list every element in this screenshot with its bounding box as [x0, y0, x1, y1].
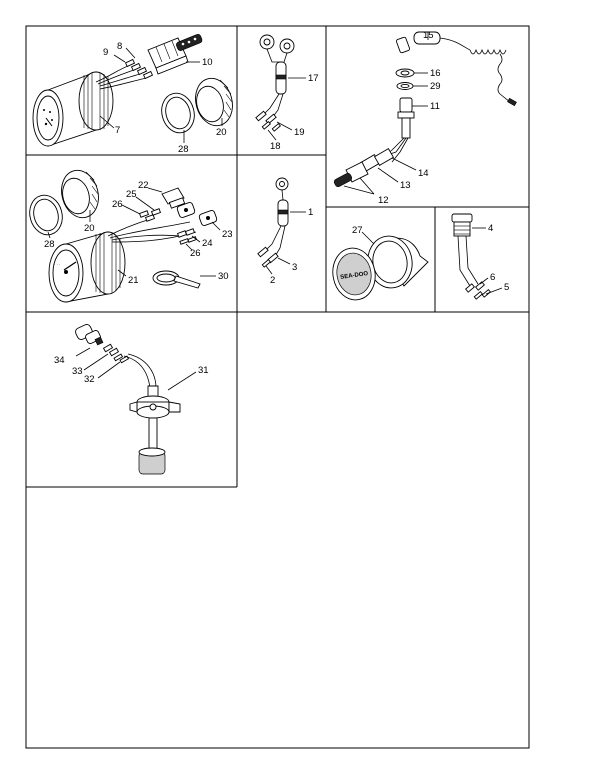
callout-2: 2: [270, 275, 276, 286]
connector-23: [176, 202, 217, 227]
callout-20-lower: 20: [84, 223, 95, 234]
terminals-24-26: [178, 229, 197, 244]
callout-8: 8: [117, 41, 123, 52]
panel-fuel-sender-31: [54, 323, 209, 474]
callout-34: 34: [54, 355, 65, 366]
terminals-26-upper: [140, 209, 161, 221]
sheet-border: [26, 26, 529, 748]
o-ring-29: [397, 83, 413, 90]
callout-32: 32: [84, 374, 95, 385]
callout-1: 1: [308, 207, 314, 218]
callout-17: 17: [308, 73, 319, 84]
callout-28-lower: 28: [44, 239, 55, 250]
callout-12: 12: [378, 195, 389, 206]
panel-sensor-17: [256, 35, 319, 152]
callout-33: 33: [72, 366, 83, 377]
callout-26-upper: 26: [112, 199, 123, 210]
callout-13: 13: [400, 180, 411, 191]
callout-3: 3: [292, 262, 298, 273]
callout-4: 4: [488, 223, 494, 234]
bezel-logo-text: SEA-DOO: [339, 271, 369, 281]
nut-20-lower: [56, 166, 103, 222]
gauge-21: [49, 232, 125, 302]
panel-gauge-21: [25, 166, 232, 302]
panel-sensor-4: [452, 214, 509, 299]
seal-12: [333, 172, 353, 188]
terminals-32-33: [104, 344, 129, 362]
callout-18: 18: [270, 141, 281, 152]
wire-harness-21: [108, 218, 196, 242]
callout-15: 15: [423, 30, 434, 41]
fuel-sender-31: [124, 354, 180, 474]
callout-11: 11: [430, 101, 440, 112]
gasket-28: [157, 90, 198, 137]
nut-20: [190, 74, 237, 130]
callout-9: 9: [103, 47, 109, 58]
callout-31: 31: [198, 365, 209, 376]
callout-19: 19: [294, 127, 305, 138]
svg-text:· · ·: · · ·: [54, 262, 61, 267]
callout-22: 22: [138, 180, 149, 191]
callout-29: 29: [430, 81, 441, 92]
tie-wrap-30: [153, 271, 200, 288]
callout-10: 10: [202, 57, 213, 68]
washer-16: [396, 69, 414, 77]
sensor-1: [264, 178, 288, 258]
panel-frames: [26, 26, 529, 748]
callout-23: 23: [222, 229, 233, 240]
sensor-4: [452, 214, 478, 286]
connector-13-14: [346, 149, 393, 182]
callout-21: 21: [128, 275, 139, 286]
panel-sensor-15: [333, 30, 516, 206]
sensor-17: [262, 62, 286, 118]
callout-26-lower: 26: [190, 248, 201, 259]
callout-25: 25: [126, 189, 137, 200]
terminals-19: [256, 111, 280, 131]
callout-7: 7: [115, 125, 121, 136]
terminals-2-3: [258, 247, 278, 267]
connector-plug-10: [175, 33, 202, 51]
callout-5: 5: [504, 282, 510, 293]
callout-20-top: 20: [216, 127, 227, 138]
callout-27: 27: [352, 225, 363, 236]
panel-bezel-27: [329, 225, 428, 303]
gasket-28-lower: [25, 192, 66, 239]
connector-34: [74, 323, 103, 345]
callout-24: 24: [202, 238, 213, 249]
coiled-cable-15: [470, 50, 516, 106]
callout-14: 14: [418, 168, 429, 179]
callout-28-top: 28: [178, 144, 189, 155]
sensor-ring-terminals: [260, 35, 294, 62]
sensor-11: [372, 98, 414, 162]
callout-16: 16: [430, 68, 441, 79]
panel-gauge-7: [33, 33, 238, 155]
panel-sensor-1: [258, 178, 313, 286]
callout-6: 6: [490, 272, 496, 283]
callout-30: 30: [218, 271, 229, 282]
terminals-9: [126, 59, 153, 78]
